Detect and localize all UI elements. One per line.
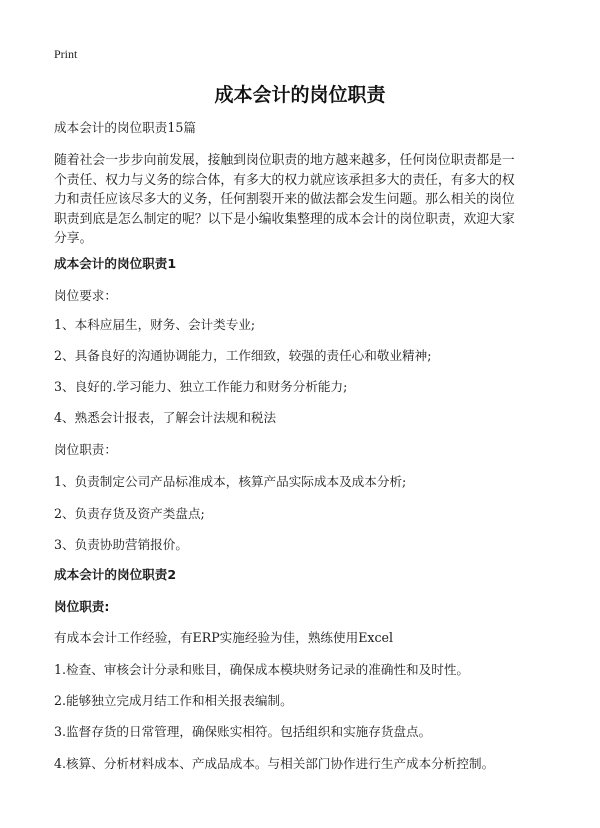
section2-heading: 成本会计的岗位职责2: [54, 567, 177, 582]
section2-line: 有成本会计工作经验，有ERP实施经验为佳，熟练使用Excel: [54, 630, 394, 645]
section2-duties-label: 岗位职责:: [54, 599, 110, 614]
document-title: 成本会计的岗位职责: [214, 84, 386, 106]
duty-item: 1、负责制定公司产品标准成本，核算产品实际成本及成本分析;: [54, 474, 407, 489]
intro-line: 力和责任应该尽多大的义务，任何割裂开来的做法都会发生问题。那么相关的岗位: [54, 192, 515, 207]
duty-item: 2、负责存货及资产类盘点;: [54, 506, 205, 521]
intro-paragraph: [54, 151, 550, 249]
print-link[interactable]: Print: [54, 47, 78, 61]
section1-requirements-label: 岗位要求：: [54, 288, 117, 303]
section1-duties-label: 岗位职责：: [54, 442, 117, 457]
section2-line: 2.能够独立完成月结工作和相关报表编制。: [54, 693, 293, 708]
requirement-item: 3、良好的.学习能力、独立工作能力和财务分析能力;: [54, 379, 348, 394]
intro-line: 分享。: [54, 231, 93, 246]
requirement-item: 1、本科应届生，财务、会计类专业;: [54, 317, 256, 332]
requirement-item: 2、具备良好的沟通协调能力，工作细致，较强的责任心和敬业精神;: [54, 348, 432, 363]
section2-line: 4.核算、分析材料成本、产成品成本。与相关部门协作进行生产成本分析控制。: [54, 756, 495, 771]
requirement-item: 4、熟悉会计报表，了解会计法规和税法: [54, 410, 277, 425]
intro-line: 随着社会一步步向前发展，接触到岗位职责的地方越来越多，任何岗位职责都是一: [54, 153, 515, 168]
section1-heading: 成本会计的岗位职责1: [54, 256, 177, 271]
section2-line: 1.检查、审核会计分录和账目，确保成本模块财务记录的准确性和及时性。: [54, 662, 470, 677]
intro-line: 个责任、权力与义务的综合体，有多大的权力就应该承担多大的责任，有多大的权: [54, 172, 515, 188]
document-subtitle: 成本会计的岗位职责15篇: [54, 120, 196, 135]
intro-line: 职责到底是怎么制定的呢？以下是小编收集整理的成本会计的岗位职责，欢迎大家: [54, 211, 515, 227]
duty-item: 3、负责协助营销报价。: [54, 537, 188, 552]
section2-line: 3.监督存货的日常管理，确保账实相符。包括组织和实施存货盘点。: [54, 724, 432, 739]
